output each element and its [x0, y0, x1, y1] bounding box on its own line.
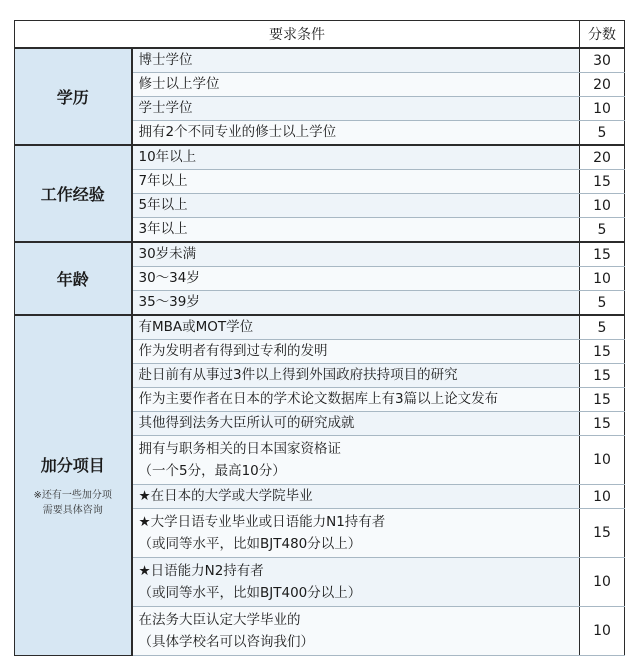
condition-text: 其他得到法务大臣所认可的研究成就	[138, 415, 355, 431]
score-cell: 20	[580, 73, 625, 97]
condition-text: 10年以上	[138, 149, 197, 165]
condition-cell	[132, 97, 580, 121]
score-cell: 10	[580, 194, 625, 218]
condition-cell	[132, 121, 580, 146]
condition-text: 30岁未满	[138, 246, 197, 262]
category-label: 学历	[56, 88, 89, 107]
category-note	[15, 488, 131, 518]
condition-text: ★日语能力N2持有者	[138, 563, 264, 579]
condition-cell	[132, 242, 580, 267]
condition-cell	[132, 364, 580, 388]
condition-text: 有MBA或MOT学位	[138, 319, 254, 335]
score-cell: 5	[580, 218, 625, 243]
category-note-line: ※还有一些加分项	[33, 490, 112, 501]
condition-cell	[132, 558, 580, 607]
category-cell	[15, 48, 132, 145]
condition-text: 修士以上学位	[138, 76, 220, 92]
category-cell	[15, 242, 132, 315]
condition-cell	[132, 48, 580, 73]
category-label: 加分项目	[40, 456, 105, 475]
condition-cell	[132, 315, 580, 340]
condition-text: 5年以上	[138, 197, 188, 213]
condition-text: 30～34岁	[138, 270, 200, 286]
condition-text: （或同等水平，比如BJT480分以上）	[138, 536, 362, 552]
condition-text: 作为发明者有得到过专利的发明	[138, 343, 328, 359]
score-cell: 5	[580, 121, 625, 146]
condition-cell	[132, 145, 580, 170]
condition-text: 学士学位	[138, 100, 193, 116]
table-row	[15, 315, 625, 340]
condition-text: 3年以上	[138, 221, 188, 237]
condition-text: 7年以上	[138, 173, 188, 189]
condition-cell	[132, 340, 580, 364]
score-cell: 15	[580, 340, 625, 364]
condition-text: 拥有2个不同专业的修士以上学位	[138, 124, 337, 140]
score-cell: 15	[580, 364, 625, 388]
condition-text: 作为主要作者在日本的学术论文数据库上有3篇以上论文发布	[138, 391, 499, 407]
condition-cell	[132, 194, 580, 218]
category-label: 工作经验	[40, 185, 105, 204]
score-cell: 10	[580, 97, 625, 121]
table-body	[15, 48, 625, 656]
score-cell: 10	[580, 436, 625, 485]
category-cell	[15, 145, 132, 242]
condition-text: ★在日本的大学或大学院毕业	[138, 488, 313, 504]
condition-text: 赴日前有从事过3件以上得到外国政府扶持项目的研究	[138, 367, 458, 383]
condition-text: ★大学日语专业毕业或日语能力N1持有者	[138, 514, 386, 530]
category-cell	[15, 315, 132, 656]
score-cell: 10	[580, 485, 625, 509]
condition-cell	[132, 412, 580, 436]
score-cell: 15	[580, 509, 625, 558]
table-row	[15, 242, 625, 267]
condition-text: 博士学位	[138, 52, 193, 68]
condition-cell	[132, 436, 580, 485]
score-cell: 5	[580, 291, 625, 316]
score-cell: 10	[580, 558, 625, 607]
score-cell: 15	[580, 242, 625, 267]
table-row	[15, 145, 625, 170]
score-cell: 20	[580, 145, 625, 170]
score-cell: 10	[580, 607, 625, 656]
condition-cell	[132, 291, 580, 316]
table-row	[15, 48, 625, 73]
category-note-line: 需要具体咨询	[42, 505, 103, 516]
condition-text: 在法务大臣认定大学毕业的	[138, 612, 301, 628]
condition-cell	[132, 170, 580, 194]
score-cell: 15	[580, 170, 625, 194]
score-cell: 10	[580, 267, 625, 291]
condition-text: 拥有与职务相关的日本国家资格证	[138, 441, 341, 457]
condition-cell	[132, 218, 580, 243]
category-label: 年龄	[56, 270, 89, 289]
condition-cell	[132, 607, 580, 656]
condition-cell	[132, 509, 580, 558]
condition-text: （或同等水平，比如BJT400分以上）	[138, 585, 362, 601]
score-cell: 30	[580, 48, 625, 73]
score-cell: 5	[580, 315, 625, 340]
score-cell: 15	[580, 412, 625, 436]
condition-cell	[132, 485, 580, 509]
points-table	[14, 20, 625, 656]
table-header-row	[15, 21, 625, 49]
header-score: 分数	[580, 21, 625, 49]
condition-text: 35～39岁	[138, 294, 200, 310]
condition-cell	[132, 388, 580, 412]
condition-text: （具体学校名可以咨询我们）	[138, 634, 314, 650]
points-table-container	[14, 20, 624, 656]
condition-cell	[132, 73, 580, 97]
score-cell: 15	[580, 388, 625, 412]
header-requirements: 要求条件	[15, 21, 580, 49]
condition-cell	[132, 267, 580, 291]
condition-text: （一个5分，最高10分）	[138, 463, 286, 479]
